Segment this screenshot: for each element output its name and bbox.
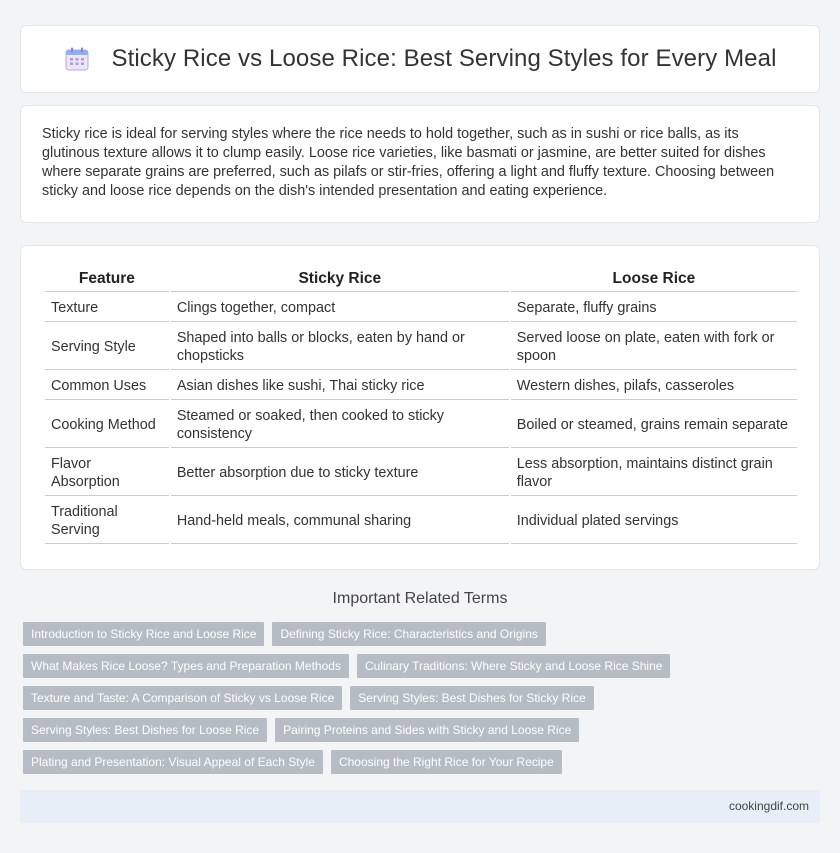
table-row bbox=[45, 294, 797, 322]
table-row bbox=[45, 324, 797, 370]
comparison-table bbox=[43, 264, 799, 546]
related-term-tag[interactable]: Introduction to Sticky Rice and Loose Rice bbox=[23, 622, 264, 646]
related-term-tag[interactable]: Serving Styles: Best Dishes for Sticky Rice bbox=[350, 686, 593, 710]
table-cell-sticky: Steamed or soaked, then cooked to sticky consistency bbox=[171, 402, 509, 448]
table-cell-loose: Less absorption, maintains distinct grain flavor bbox=[511, 450, 797, 496]
comparison-card bbox=[20, 245, 820, 570]
table-header-feature: Feature bbox=[45, 266, 169, 292]
table-cell-feature: Cooking Method bbox=[45, 402, 169, 448]
related-terms-title: Important Related Terms bbox=[332, 590, 508, 607]
related-term-tag[interactable]: Plating and Presentation: Visual Appeal of Each Style bbox=[23, 750, 323, 774]
table-cell-sticky: Asian dishes like sushi, Thai sticky rice bbox=[171, 372, 509, 400]
intro-card bbox=[20, 105, 820, 223]
related-term-tag[interactable]: Defining Sticky Rice: Characteristics and Origins bbox=[272, 622, 545, 646]
related-terms-section bbox=[20, 590, 820, 608]
table-cell-sticky: Better absorption due to sticky texture bbox=[171, 450, 509, 496]
related-term-tag[interactable]: Choosing the Right Rice for Your Recipe bbox=[331, 750, 562, 774]
footer-site-link[interactable]: cookingdif.com bbox=[728, 799, 809, 813]
calendar-grid-icon bbox=[64, 46, 90, 72]
table-row bbox=[45, 402, 797, 448]
related-term-tag[interactable]: Culinary Traditions: Where Sticky and Loose Rice Shine bbox=[357, 654, 670, 678]
footer bbox=[20, 790, 820, 823]
page-title: Sticky Rice vs Loose Rice: Best Serving Styles for Every Meal bbox=[111, 45, 777, 72]
table-row bbox=[45, 372, 797, 400]
table-cell-loose: Boiled or steamed, grains remain separate bbox=[511, 402, 797, 448]
related-term-tag[interactable]: Serving Styles: Best Dishes for Loose Rice bbox=[23, 718, 267, 742]
table-cell-feature: Flavor Absorption bbox=[45, 450, 169, 496]
table-cell-feature: Traditional Serving bbox=[45, 498, 169, 544]
related-term-tag[interactable]: Pairing Proteins and Sides with Sticky and Loose Rice bbox=[275, 718, 579, 742]
header-card bbox=[20, 25, 820, 93]
table-cell-sticky: Hand-held meals, communal sharing bbox=[171, 498, 509, 544]
table-cell-loose: Individual plated servings bbox=[511, 498, 797, 544]
table-row bbox=[45, 450, 797, 496]
table-cell-loose: Served loose on plate, eaten with fork or spoon bbox=[511, 324, 797, 370]
table-cell-sticky: Shaped into balls or blocks, eaten by hand or chopsticks bbox=[171, 324, 509, 370]
related-term-tag[interactable]: What Makes Rice Loose? Types and Preparation Methods bbox=[23, 654, 349, 678]
table-cell-loose: Western dishes, pilafs, casseroles bbox=[511, 372, 797, 400]
table-cell-loose: Separate, fluffy grains bbox=[511, 294, 797, 322]
table-cell-feature: Texture bbox=[45, 294, 169, 322]
table-cell-feature: Common Uses bbox=[45, 372, 169, 400]
table-cell-sticky: Clings together, compact bbox=[171, 294, 509, 322]
related-terms-tags bbox=[23, 622, 783, 782]
intro-text: Sticky rice is ideal for serving styles where the rice needs to hold together, such as in sushi or rice balls, as its glutinous texture allows it to clump easily. Loose rice varieties, like basmati or jasmine, are better suited for dishes where separate grains are preferred, such as pilafs or stir-fries, offering a light and fluffy texture. Choosing between sticky and loose rice depends on the dish's intended presentation and eating experience. bbox=[42, 126, 775, 199]
table-header-sticky-rice: Sticky Rice bbox=[171, 266, 509, 292]
table-row bbox=[45, 498, 797, 544]
related-term-tag[interactable]: Texture and Taste: A Comparison of Sticky vs Loose Rice bbox=[23, 686, 342, 710]
table-header-loose-rice: Loose Rice bbox=[511, 266, 797, 292]
table-cell-feature: Serving Style bbox=[45, 324, 169, 370]
